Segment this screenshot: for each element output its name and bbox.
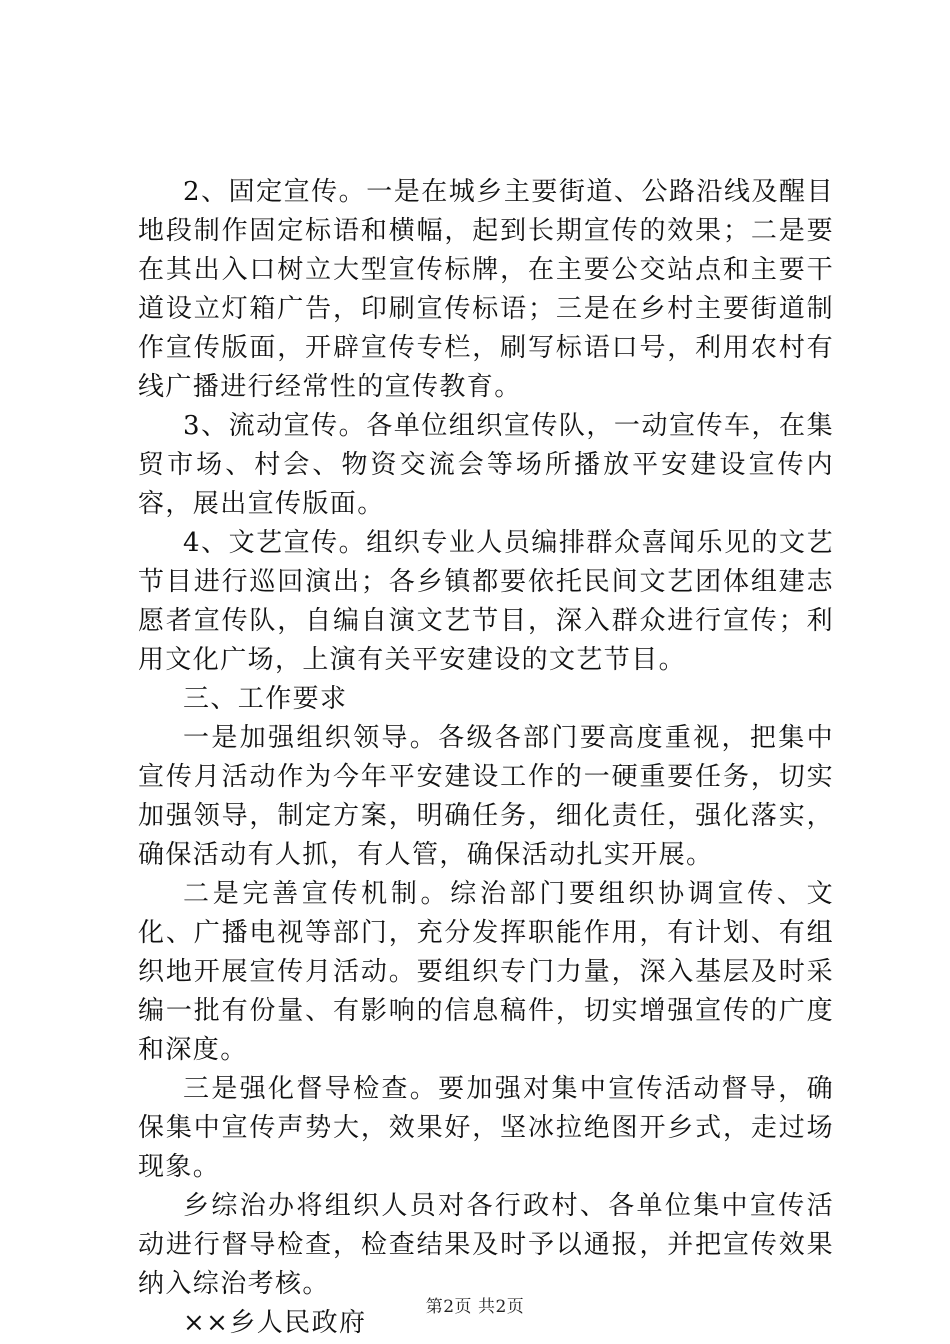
section-heading-work-requirements: 三、工作要求 [183,684,348,714]
paragraph-supervision-inspection: 三是强化督导检查。要加强对集中宣传活动督导，确保集中宣传声势大，效果好，坚冰拉绝图开乡式，走过场现象。 [138,1074,834,1182]
signature-issuer: ××乡人民政府 [183,1308,367,1338]
paragraph-publicity-mechanism: 二是完善宣传机制。综治部门要组织协调宣传、文化、广播电视等部门，充分发挥职能作用，有计划、有组织地开展宣传月活动。要组织专门力量，深入基层及时采编一批有份量、有影响的信息稿件，切实增强宣传的广度和深度。 [138,879,834,1065]
page-number-footer: 第2页 共2页 [425,1297,525,1317]
paragraph-mobile-publicity: 3、流动宣传。各单位组织宣传队，一动宣传车，在集贸市场、村会、物资交流会等场所播放平安建设宣传内容，展出宣传版面。 [138,411,834,519]
document-body [138,173,834,1343]
paragraph-assessment: 乡综治办将组织人员对各行政村、各单位集中宣传活动进行督导检查，检查结果及时予以通报，并把宣传效果纳入综治考核。 [138,1191,834,1299]
paragraph-art-publicity: 4、文艺宣传。组织专业人员编排群众喜闻乐见的文艺节目进行巡回演出；各乡镇都要依托民间文艺团体组建志愿者宣传队，自编自演文艺节目，深入群众进行宣传；利用文化广场，上演有关平安建设的文艺节目。 [138,528,834,675]
paragraph-fixed-publicity: 2、固定宣传。一是在城乡主要街道、公路沿线及醒目地段制作固定标语和横幅，起到长期宣传的效果；二是要在其出入口树立大型宣传标牌，在主要公交站点和主要干道设立灯箱广告，印刷宣传标语；三是在乡村主要街道制作宣传版面，开辟宣传专栏，刷写标语口号，利用农村有线广播进行经常性的宣传教育。 [138,177,834,402]
paragraph-organization-leadership: 一是加强组织领导。各级各部门要高度重视，把集中宣传月活动作为今年平安建设工作的一硬重要任务，切实加强领导，制定方案，明确任务，细化责任，强化落实，确保活动有人抓，有人管，确保活动扎实开展。 [138,723,834,870]
